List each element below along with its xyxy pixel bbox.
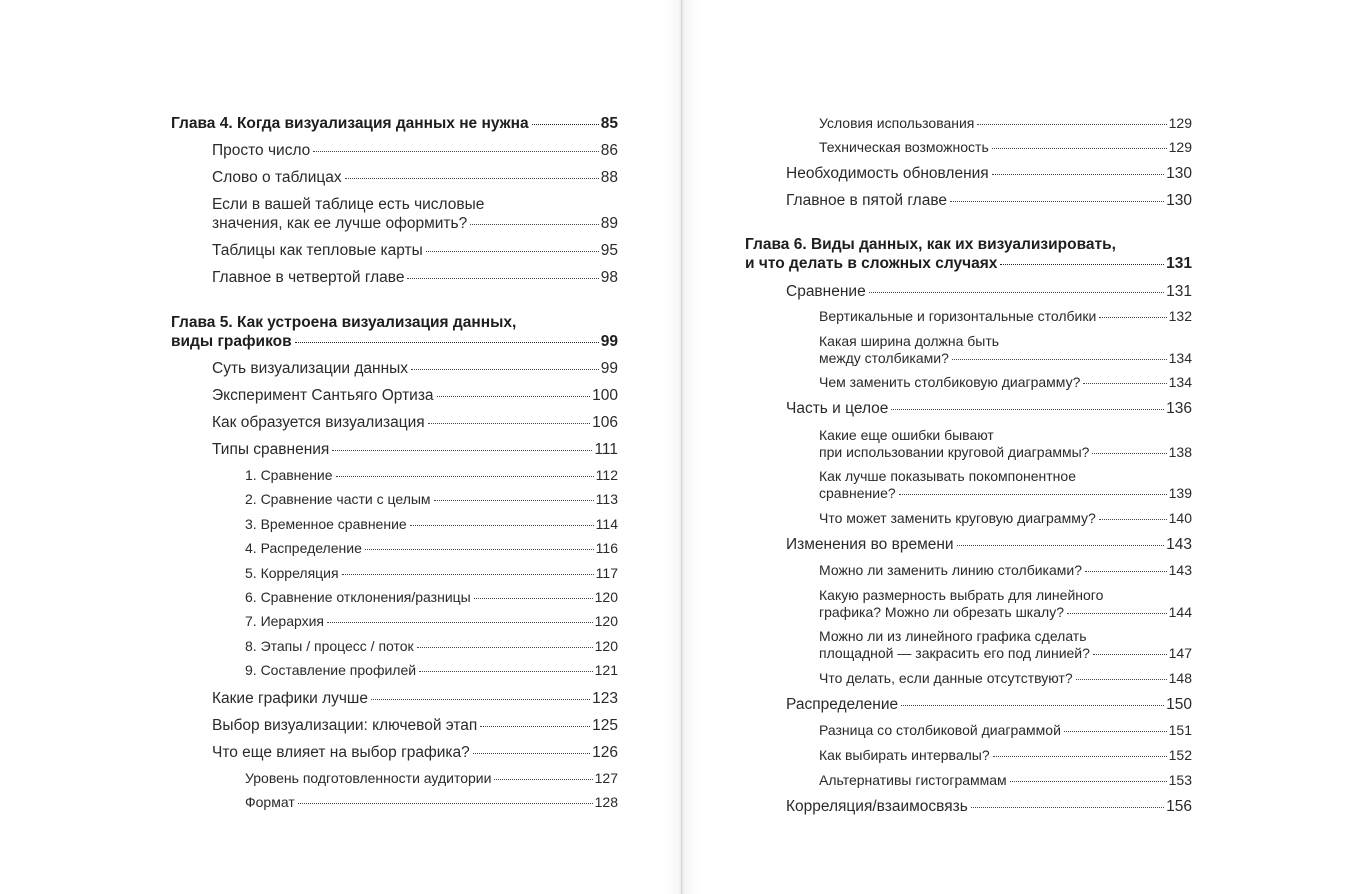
toc-subentry[interactable]: Условия использования 129 (819, 115, 1192, 131)
toc-chapter-5[interactable]: виды графиков 99 (171, 333, 618, 350)
toc-entry[interactable]: Главное в пятой главе 130 (786, 192, 1192, 209)
toc-subentry-line1[interactable]: Какую размерность выбрать для линейного (819, 587, 1104, 603)
toc-subentry[interactable]: 8. Этапы / процесс / поток 120 (245, 638, 618, 654)
toc-entry[interactable]: Эксперимент Сантьяго Ортиза 100 (212, 387, 618, 404)
toc-chapter-6[interactable]: и что делать в сложных случаях 131 (745, 255, 1192, 272)
toc-subentry[interactable]: Что делать, если данные отсутствуют? 148 (819, 670, 1192, 686)
toc-subentry[interactable]: Формат 128 (245, 794, 618, 810)
toc-subentry[interactable]: Вертикальные и горизонтальные столбики 132 (819, 308, 1192, 324)
toc-subentry[interactable]: Уровень подготовленности аудитории 127 (245, 770, 618, 786)
toc-entry[interactable]: Корреляция/взаимосвязь 156 (786, 798, 1192, 815)
toc-subentry[interactable]: Техническая возможность 129 (819, 139, 1192, 155)
toc-subentry-line1[interactable]: Какая ширина должна быть (819, 333, 1000, 349)
toc-entry[interactable]: Просто число 86 (212, 142, 618, 159)
toc-subentry[interactable]: Что может заменить круговую диаграмму? 140 (819, 510, 1192, 526)
toc-entry[interactable]: Типы сравнения 111 (212, 441, 618, 458)
toc-subentry[interactable]: Альтернативы гистограммам 153 (819, 772, 1192, 788)
toc-entry[interactable]: Какие графики лучше 123 (212, 690, 618, 707)
toc-entry-line1[interactable]: Если в вашей таблице есть числовые (212, 196, 485, 213)
toc-subentry[interactable]: Разница со столбиковой диаграммой 151 (819, 722, 1192, 738)
toc-subentry[interactable]: Как выбирать интервалы? 152 (819, 747, 1192, 763)
toc-chapter-4[interactable]: Глава 4. Когда визуализация данных не нужна 85 (171, 115, 618, 132)
toc-subentry[interactable]: 4. Распределение 116 (245, 540, 618, 556)
toc-subentry[interactable]: 2. Сравнение части с целым 113 (245, 491, 618, 507)
toc-entry[interactable]: Изменения во времени 143 (786, 536, 1192, 553)
toc-entry[interactable]: Выбор визуализации: ключевой этап 125 (212, 717, 618, 734)
toc-entry[interactable]: Что еще влияет на выбор графика? 126 (212, 744, 618, 761)
toc-subentry[interactable]: сравнение? 139 (819, 485, 1192, 501)
toc-entry[interactable]: Слово о таблицах 88 (212, 169, 618, 186)
toc-subentry[interactable]: Чем заменить столбиковую диаграмму? 134 (819, 374, 1192, 390)
toc-subentry[interactable]: между столбиками? 134 (819, 350, 1192, 366)
toc-subentry[interactable]: 7. Иерархия 120 (245, 613, 618, 629)
toc-subentry[interactable]: 6. Сравнение отклонения/разницы 120 (245, 589, 618, 605)
toc-subentry[interactable]: площадной — закрасить его под линией? 147 (819, 645, 1192, 661)
toc-entry[interactable]: Необходимость обновления 130 (786, 165, 1192, 182)
toc-entry[interactable]: Сравнение 131 (786, 283, 1192, 300)
toc-subentry-line1[interactable]: Можно ли из линейного графика сделать (819, 628, 1087, 644)
toc-subentry[interactable]: 5. Корреляция 117 (245, 565, 618, 581)
toc-subentry[interactable]: 1. Сравнение 112 (245, 467, 618, 483)
toc-entry[interactable]: Как образуется визуализация 106 (212, 414, 618, 431)
toc-subentry-line1[interactable]: Как лучше показывать покомпонентное (819, 468, 1076, 484)
toc-entry[interactable]: Часть и целое 136 (786, 400, 1192, 417)
toc-entry[interactable]: Суть визуализации данных 99 (212, 360, 618, 377)
toc-subentry[interactable]: Можно ли заменить линию столбиками? 143 (819, 562, 1192, 578)
toc-chapter-5-line1[interactable]: Глава 5. Как устроена визуализация данных, (171, 314, 517, 331)
toc-subentry[interactable]: 3. Временное сравнение 114 (245, 516, 618, 532)
toc-subentry[interactable]: графика? Можно ли обрезать шкалу? 144 (819, 604, 1192, 620)
toc-subentry-line1[interactable]: Какие еще ошибки бывают (819, 427, 994, 443)
toc-entry[interactable]: Распределение 150 (786, 696, 1192, 713)
toc-entry[interactable]: Главное в четвертой главе 98 (212, 269, 618, 286)
toc-entry[interactable]: значения, как ее лучше оформить? 89 (212, 215, 618, 232)
toc-chapter-6-line1[interactable]: Глава 6. Виды данных, как их визуализировать, (745, 236, 1116, 253)
toc-entry[interactable]: Таблицы как тепловые карты 95 (212, 242, 618, 259)
toc-subentry[interactable]: 9. Составление профилей 121 (245, 662, 618, 678)
toc-subentry[interactable]: при использовании круговой диаграммы? 138 (819, 444, 1192, 460)
